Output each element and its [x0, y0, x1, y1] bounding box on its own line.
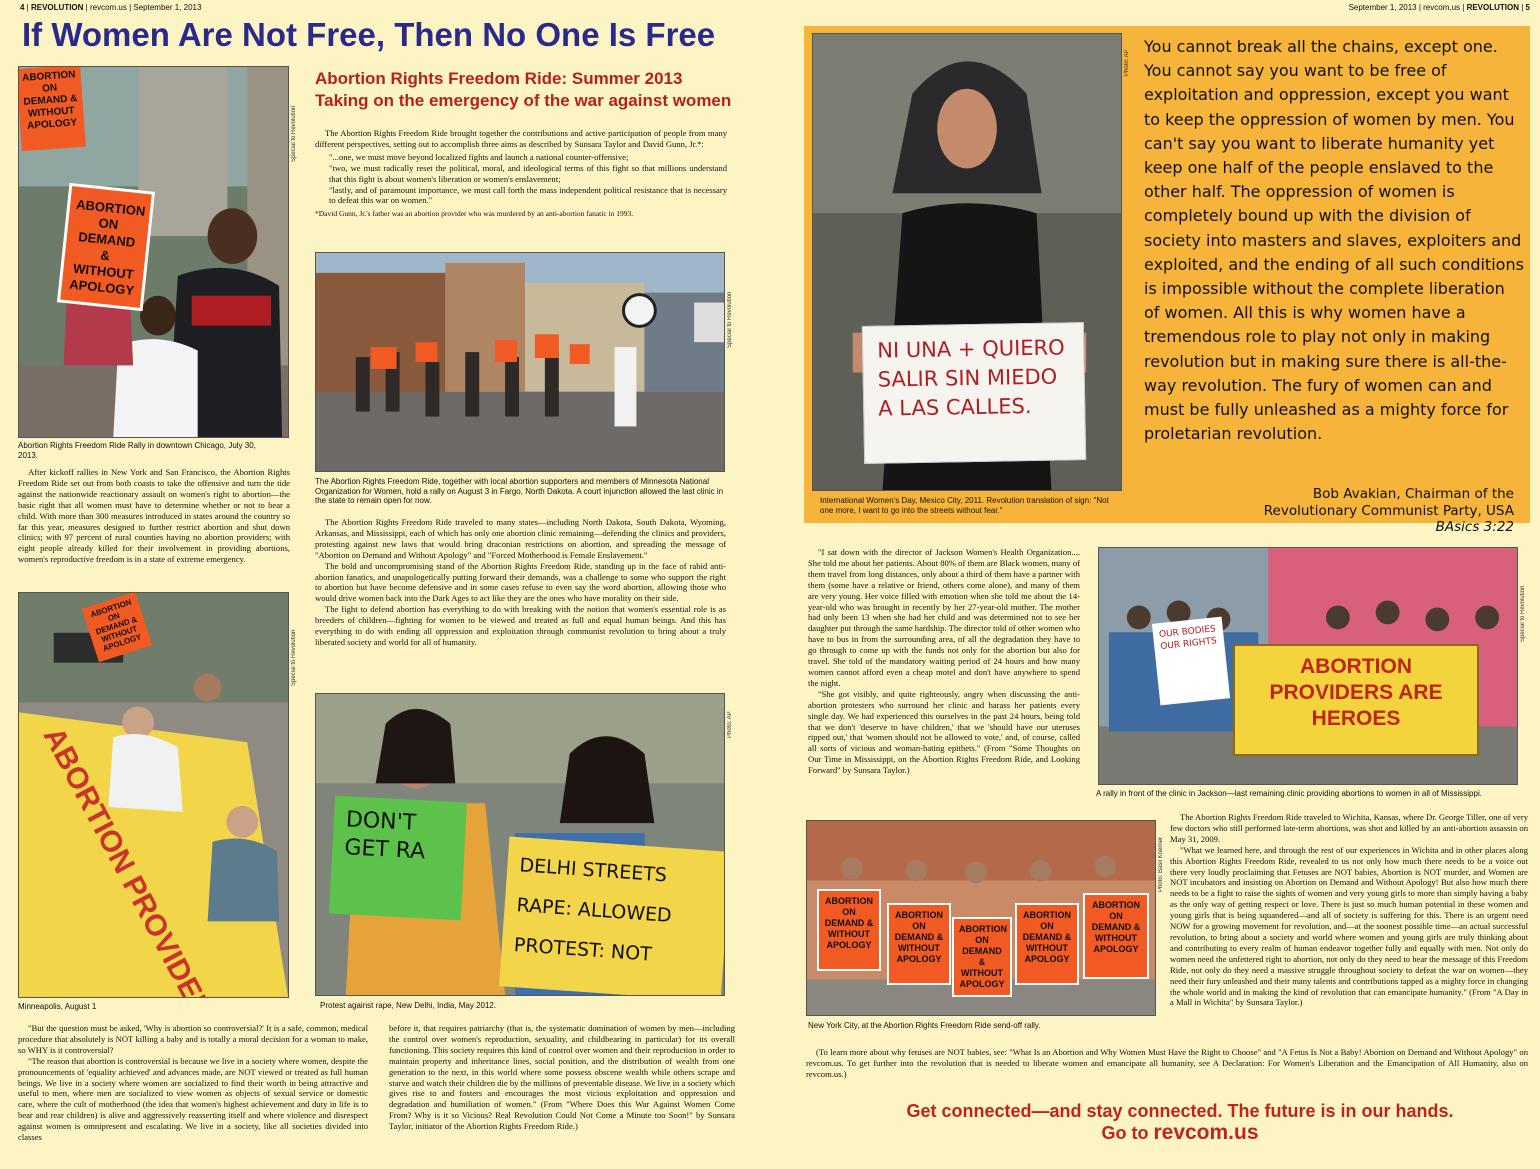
sign-abortion-demand: ABORTION ON DEMAND & WITHOUT APOLOGY	[18, 66, 86, 151]
sign-abortion-demand: ABORTION ON DEMAND & WITHOUT APOLOGY	[817, 889, 881, 971]
sign-abortion-demand: ABORTION ON DEMAND & WITHOUT APOLOGY	[57, 183, 155, 311]
right-running-header: September 1, 2013 | revcom.us | REVOLUTION | 5	[1348, 3, 1530, 12]
nyc-caption: New York City, at the Abortion Rights Freedom Ride send-off rally.	[808, 1021, 1041, 1030]
photo-credit: Special to Revolution	[727, 291, 733, 348]
jackson-text: "I sat down with the director of Jackson Women's Health Organization.... She told me about her patients. About 80% of them are Black women, many of them travel from long distances, only about a third of them have a partner with them (some have a relative or friend, others come alone), and many of them are very young. Her voice filled with emotion when she told me about the 14-year-old who was brought in recently by her 27-year-old mother. The mother had only been 13 when she had her child and was determined not to see her daughter put through the same hardship. The director told of other women who have to bus in from the surrounding area, of all the degradation they have to go through to come up with the funds not only for the abortion but also for travel. She told of the mandatory waiting period of 24 hours and how many women cannot afford even a cheap motel and don't have anywhere to spend the night. "She got visibly, and quite righteously, angry when discussing the anti-abortion protesters who surround her clinic and harass her patients every single day. We had experienced this ourselves in the past 24 hours, being told that we don't 'deserve to have children,' that we 'should have our uteruses ripped out,' that 'women should not be allowed to vote,' and, of course, called all sorts of vicious and woman-hating epithets." (From "Some Thoughts on Our Time in Mississippi, on the Abortion Rights Freedom Ride, and Looking Forward" by Sunsara Taylor.)	[808, 547, 1080, 776]
photo-credit: Special to Revolution	[291, 105, 297, 162]
photo-credit: Special to Revolution	[291, 629, 297, 686]
sign-abortion-demand: ABORTION ON DEMAND & WITHOUT APOLOGY	[952, 917, 1012, 997]
jackson-rally-photo	[1098, 547, 1518, 785]
article-intro: The Abortion Rights Freedom Ride brought together the contributions and active participation of people from many different perspectives, setting out to accomplish three aims as described by Sunsara Taylor and David Gunn, Jr.*: "...one, we must move beyond localized fights and launch a national counter-offensive; "two, we must radically reset the political, moral, and ideological terms of this fight so that millions understand that this fight is about women's liberation or women's enslavement; "lastly, and of paramount importance, we must call forth the mass independent political resistance that is necessary to defeat this war on women." *David Gunn, Jr.'s father was an abortion provider who was murdered by an anti-abortion fanatic in 1993.	[315, 128, 727, 219]
revcom-link[interactable]: revcom.us	[1153, 1121, 1259, 1144]
patriarchy-column-1: "But the question must be asked, 'Why is abortion so controversial?' It is a safe, common, medical procedure that absolutely is NOT killing a baby and is totally a moral decision for a woman to make, so WHY is it controversial? "The reason that abortion is controversial is because we live in a society where women, despite the pronouncements of 'equality achieved' and advances made, are NOT viewed or treated as full human beings. We live in a society where women are socialized to find their worth in being attractive and useful to men, where men are socialized to view women as objects of sexual service or domestic care, where the cult of motherhood (the idea that women's highest achievement and duty in life is to bear and rear children) is alive and aggressively reasserting itself and where violence and disrespect against women is omnipresent and escalating. We live in a society, like all societies divided into classes	[18, 1023, 368, 1143]
get-connected-callout: Get connected—and stay connected. The future is in our hands. Go to revcom.us	[906, 1101, 1454, 1144]
chicago-caption: Abortion Rights Freedom Ride Rally in downtown Chicago, July 30, 2013.	[18, 441, 256, 460]
article-title: Abortion Rights Freedom Ride: Summer 2013 Taking on the emergency of the war against women	[315, 69, 732, 110]
delhi-protest-photo	[315, 693, 725, 996]
fargo-caption: The Abortion Rights Freedom Ride, together with local abortion supporters and members of Minnesota National Organization for Women, hold a rally on August 3 in Fargo, North Dakota. A court injunction allowed the last clinic in the state to remain open for now.	[315, 477, 724, 505]
sign-delhi-streets: DELHI STREETS RAPE: ALLOWED PROTEST: NOT	[499, 836, 725, 996]
chicago-rally-photo	[18, 66, 289, 438]
article-column-2: The Abortion Rights Freedom Ride traveled to many states—including North Dakota, South Dakota, Wyoming, Arkansas, and Mississippi, each of which has only one abortion clinic remaining—defending the clinics and providers, protesting against new laws that would bring draconian restrictions on abortion, and spreading the message of "Abortion on Demand and Without Apology" and "Forced Motherhood is Female Enslavement." The bold and uncompromising stand of the Abortion Rights Freedom Ride, standing up in the face of rabid anti-abortion fanatics, and unapologetically putting forward their demands, was a challenge to some who support the right to abortion but have become defensive and in some cases refuse to even say the word abortion, allowing those who would drive women back into the Dark Ages to act like they are the ones who have morality on their side. The fight to defend abortion has everything to do with breaking with the notion that women's essential role is as breeders of children—fighting for women to be viewed and treated as full and equal human beings. And this has everything to do with ending all oppression and exploitation through communist revolution to bring about a truly liberated society and world for all of humanity.	[315, 517, 726, 647]
learn-more-note: (To learn more about why fetuses are NOT babies, see: "What Is an Abortion and Why Women Must Have the Right to Choose" and "A Fetus Is Not a Baby! Abortion on Demand and Without Apology" on revcom.us. To get further into the revolution that is needed to liberate women and emancipate all humanity, see A Declaration: For Women's Liberation and the Emancipation of All Humanity, also on revcom.us.)	[806, 1047, 1528, 1079]
left-running-header: 4 | REVOLUTION | revcom.us | September 1, 2013	[20, 3, 202, 12]
minneapolis-caption: Minneapolis, August 1	[18, 1002, 97, 1011]
headline: If Women Are Not Free, Then No One Is Free	[22, 16, 716, 53]
nyc-sendoff-photo	[806, 820, 1156, 1016]
banner-abortion-providers: ABORTION PROVIDERS ARE HEROES	[1233, 644, 1479, 756]
jackson-caption: A rally in front of the clinic in Jackson—last remaining clinic providing abortions to women in all of Mississippi.	[1096, 789, 1482, 798]
sign-abortion-demand: ABORTION ON DEMAND & WITHOUT APOLOGY	[887, 903, 951, 985]
photo-credit: Photo: AP	[727, 711, 733, 738]
quote-attribution: Bob Avakian, Chairman of the Revolutionary Communist Party, USA BAsics 3:22	[1263, 486, 1514, 535]
patriarchy-column-2: before it, that requires patriarchy (that is, the systematic domination of women by men—including the control over women's reproduction, sexuality, and childbearing in particular) for its overall functioning. This society requires this kind of control over women and their reproduction in order to maintain property and inheritance lines, social position, and the distribution of wealth from one generation to the next, in this world where some possess obscene wealth while others scrape and starve and watch their children die by the millions of preventable disease. We live in a society which gives rise to and fosters and encourages the most vicious exploitation and oppression and degradation and humiliation of women." (From "Where Does this War Against Women Come From? Why is it so Vicious? Real Revolution Could Not Come a Minute too Soon!" by Sunsara Taylor, initiator of the Abortion Rights Freedom Ride.)	[389, 1023, 735, 1132]
sign-abortion-demand: ABORTION ON DEMAND & WITHOUT APOLOGY	[1015, 903, 1079, 985]
sign-abortion-demand: ABORTION ON DEMAND & WITHOUT APOLOGY	[82, 592, 153, 662]
photo-credit: Photo: Basil Koerner	[1158, 836, 1164, 892]
bob-avakian-quote: You cannot break all the chains, except one. You cannot say you want to be free of exploitation and oppression, except you want to keep the oppression of women by men. You can't say you want to liberate humanity yet keep one half of the people enslaved to the other half. The oppression of women is completely bound up with the division of society into masters and slaves, exploiters and exploited, and the ending of all such conditions is impossible without the complete liberation of women. All this is why women have a tremendous role to play not only in making revolution but in making sure there is all-the-way revolution. The fury of women can and must be fully unleashed as a mighty force for proletarian revolution.	[1144, 37, 1524, 444]
sign-abortion-demand: ABORTION ON DEMAND & WITHOUT APOLOGY	[1083, 893, 1149, 979]
delhi-caption: Protest against rape, New Delhi, India, May 2012.	[320, 1001, 497, 1010]
mexico-city-photo	[812, 33, 1122, 491]
wichita-text: The Abortion Rights Freedom Ride traveled to Wichita, Kansas, where Dr. George Tiller, one of very few doctors who still performed late-term abortions, was shot and killed by an anti-abortion assassin on May 31, 2009. "What we learned here, and through the rest of our experiences in Wichita and in other places along this Abortion Rights Freedom Ride, revealed to us not only how much there needs to be a voice out there very loudly proclaiming that Fetuses are NOT babies, Abortion is NOT murder, and Women are NOT incubators and insisting on Abortion on Demand and Without Apology! But also how much there needs to be a fight to raise the sights of women and very young girls to more than simply having a baby as the only way of getting respect or love. There is just so much human potential in these women and young girls that is being squandered—and all of society is suffering for this. There is an urgent need NOW for a growing movement for revolution, and—at the soonest possible time—an actual successful revolution, to bring about a society and world where women and young girls are truly thinking about and contributing to every realm of human endeavor together fully and equally with men. Not only do women need the unfettered right to abortion, not only do they need to hear the message of this Freedom Ride, not only do they need a massive struggle throughout society to defeat the war on women—they need their fury unleashed and their many talents and contributions tapped as a mighty force in changing the whole world and in making the kind of revolution that can emancipate humanity." (From "A Day in a Mall in Wichita" by Sunsara Taylor.)	[1170, 812, 1528, 1008]
handwritten-sign: OUR BODIES OUR RIGHTS	[1152, 617, 1230, 706]
article-column-1: After kickoff rallies in New York and San Francisco, the Abortion Rights Freedom Ride set out from both coasts to take the offensive and turn the tide against the nationwide reactionary assault on women's right to abortion—the basic right that all women must have to determine whether or not to bear a child. With more than 300 measures introduced in states around the country so far this year, measures designed to further restrict abortion and shut down clinics; with 97 percent of rural counties having no abortion providers; with eight people already killed for their involvement in providing abortions, women's reproductive freedom is in a state of extreme emergency.	[18, 467, 290, 565]
sign-ni-una: NI UNA + QUIERO SALIR SIN MIEDO A LAS CALLES.	[862, 322, 1086, 464]
fargo-rally-photo	[315, 252, 725, 472]
minneapolis-banner-photo	[18, 592, 289, 998]
sign-dont-get-raped: DON'T GET RA	[329, 796, 467, 921]
mexico-caption: International Women's Day, Mexico City, 2011. Revolution translation of sign: "Not one more, I want to go into the streets without fear."	[820, 496, 1109, 515]
photo-credit: Special to Revolution	[1520, 585, 1526, 642]
photo-credit: Photo: AP	[1124, 49, 1130, 76]
